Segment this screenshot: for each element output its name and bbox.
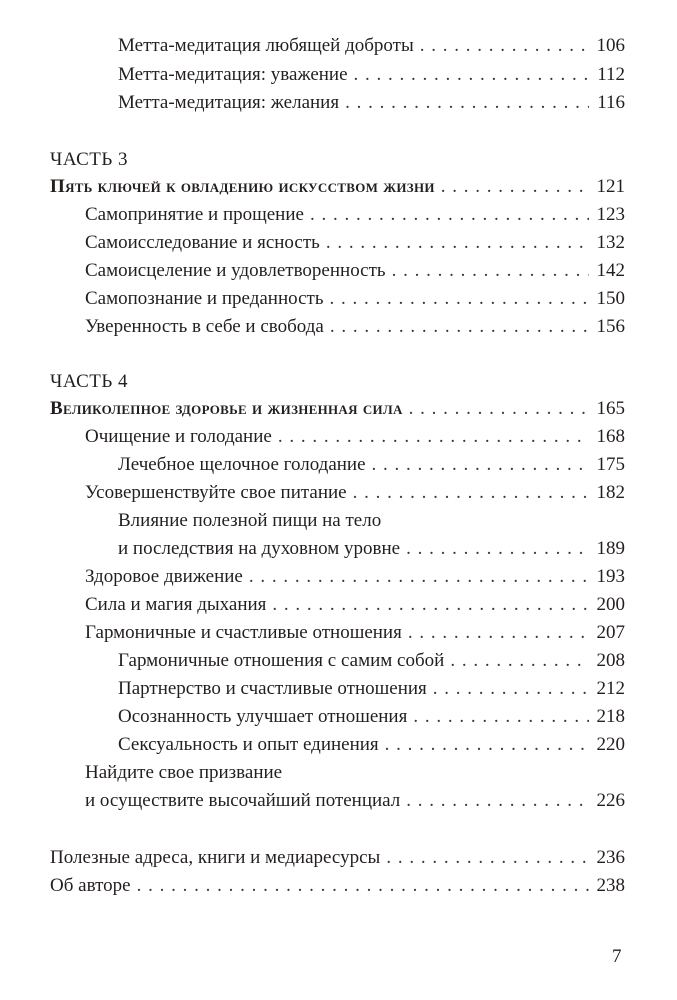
toc-entry [85, 481, 625, 505]
leader-dots [326, 231, 589, 255]
part-label: ЧАСТЬ 4 [50, 371, 129, 392]
toc-entry [85, 203, 625, 227]
leader-dots [249, 565, 589, 589]
toc-entry-title: и последствия на духовном уровне [118, 538, 401, 559]
toc-entry [118, 91, 625, 115]
leader-dots [392, 259, 589, 283]
toc-entry-page: 200 [596, 594, 625, 615]
leader-dots [406, 537, 589, 561]
leader-dots [278, 425, 589, 449]
toc-entry-title: Здоровое движение [85, 566, 243, 587]
toc-entry [85, 593, 625, 617]
toc-entry [118, 537, 625, 561]
toc-entry [118, 649, 625, 673]
toc-entry-title: Метта-медитация: уважение [118, 64, 348, 85]
toc-entry-page: 175 [596, 454, 625, 475]
leader-dots [272, 593, 589, 617]
toc-entry-title: Самоисцеление и удовлетворенность [85, 260, 386, 281]
leader-dots [354, 63, 589, 87]
toc-entry-title: Самоисследование и ясность [85, 232, 320, 253]
toc-entry-page: 193 [596, 566, 625, 587]
toc-entry-title: Метта-медитация: желания [118, 92, 340, 113]
toc-entry-title-line1: Найдите свое призвание [85, 762, 283, 783]
toc-entry-page: 142 [596, 260, 625, 281]
toc-entry [118, 705, 625, 729]
toc-entry [118, 34, 625, 58]
toc-entry [85, 789, 625, 813]
toc-entry-title: Очищение и голодание [85, 426, 272, 447]
toc-entry-page: 156 [596, 316, 625, 337]
toc-entry-title: Гармоничные и счастливые отношения [85, 622, 402, 643]
leader-dots [310, 203, 589, 227]
leader-dots [420, 34, 589, 58]
leader-dots [413, 705, 589, 729]
toc-entry-title: Осознанность улучшает отношения [118, 706, 408, 727]
part-heading-page: 121 [596, 176, 625, 197]
leader-dots [330, 287, 589, 311]
toc-entry-page: 207 [596, 622, 625, 643]
toc-entry [85, 287, 625, 311]
toc-entry-page: 123 [596, 204, 625, 225]
leader-dots [441, 175, 589, 199]
toc-entry [85, 621, 625, 645]
toc-entry-title: Партнерство и счастливые отношения [118, 678, 427, 699]
leader-dots [433, 677, 589, 701]
toc-entry-page: 208 [596, 650, 625, 671]
toc-entry-title: Усовершенствуйте свое питание [85, 482, 347, 503]
toc-entry-page: 238 [596, 875, 625, 896]
toc-entry [85, 231, 625, 255]
leader-dots [345, 91, 589, 115]
toc-entry-page: 212 [596, 678, 625, 699]
toc-entry-page: 106 [596, 35, 625, 56]
leader-dots [450, 649, 589, 673]
toc-entry-page: 226 [596, 790, 625, 811]
leader-dots [386, 846, 589, 870]
leader-dots [406, 789, 589, 813]
leader-dots [409, 397, 589, 421]
leader-dots [353, 481, 589, 505]
part-heading-title: Великолепное здоровье и жизненная сила [50, 398, 403, 419]
toc-entry-page: 116 [597, 92, 625, 113]
toc-entry-title: Сексуальность и опыт единения [118, 734, 379, 755]
toc-entry-page: 218 [596, 706, 625, 727]
toc-entry [50, 846, 625, 870]
toc-entry [50, 874, 625, 898]
toc-entry [85, 565, 625, 589]
part-heading-page: 165 [596, 398, 625, 419]
toc-entry-title: Гармоничные отношения с самим собой [118, 650, 445, 671]
toc-entry [85, 425, 625, 449]
toc-entry-title: Сила и магия дыхания [85, 594, 267, 615]
leader-dots [408, 621, 589, 645]
part-label: ЧАСТЬ 3 [50, 149, 129, 170]
toc-entry-page: 150 [596, 288, 625, 309]
toc-entry-page: 220 [596, 734, 625, 755]
toc-entry-title: и осуществите высочайший потенциал [85, 790, 401, 811]
toc-entry-title: Самопознание и преданность [85, 288, 324, 309]
part-heading-title: Пять ключей к овладению искусством жизни [50, 176, 435, 197]
toc-entry-title: Лечебное щелочное голодание [118, 454, 366, 475]
toc-entry [118, 453, 625, 477]
toc-entry-title-line1: Влияние полезной пищи на тело [118, 510, 382, 531]
leader-dots [330, 315, 589, 339]
toc-entry-page: 112 [597, 64, 625, 85]
toc-entry-title: Самопринятие и прощение [85, 204, 304, 225]
leader-dots [137, 874, 589, 898]
toc-entry [85, 315, 625, 339]
toc-entry-title: Уверенность в себе и свобода [85, 316, 324, 337]
toc-entry-page: 236 [596, 847, 625, 868]
toc-entry-title: Об авторе [50, 875, 131, 896]
toc-entry-page: 182 [596, 482, 625, 503]
part-heading [50, 175, 625, 199]
page-number: 7 [612, 946, 622, 967]
toc-entry [118, 63, 625, 87]
toc-entry-title: Полезные адреса, книги и медиаресурсы [50, 847, 381, 868]
leader-dots [372, 453, 589, 477]
part-heading [50, 397, 625, 421]
toc-entry-page: 132 [596, 232, 625, 253]
toc-entry-page: 189 [596, 538, 625, 559]
toc-entry-page: 168 [596, 426, 625, 447]
toc-entry [118, 733, 625, 757]
toc-entry [85, 259, 625, 283]
toc-entry [118, 677, 625, 701]
leader-dots [385, 733, 589, 757]
toc-entry-title: Метта-медитация любящей доброты [118, 35, 414, 56]
